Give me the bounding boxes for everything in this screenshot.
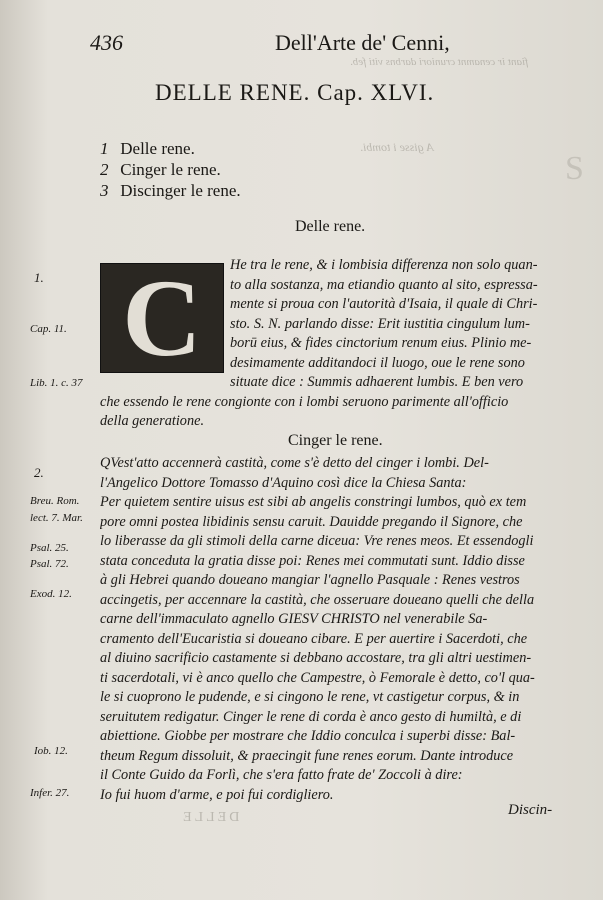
contents-item: 1 Delle rene. <box>100 139 195 158</box>
margin-note: Lib. 1. c. 37 <box>30 377 83 389</box>
text-line: lo liberasse da gli stimoli della carne diceua: Vre renes meos. Et essendogli <box>100 533 534 549</box>
text-line: He tra le rene, & i lombisia differenza non solo quan- <box>230 257 538 273</box>
margin-note: Psal. 25. <box>30 542 69 554</box>
margin-note: Iob. 12. <box>34 745 68 757</box>
running-title: Dell'Arte de' Cenni, <box>275 30 450 55</box>
margin-note: 2. <box>34 465 44 480</box>
section-heading: Delle rene. <box>295 218 366 235</box>
text-line: à gli Hebrei quando doueano mangiar l'agnello Pasquale : Renes vestros <box>100 572 520 588</box>
section-text <box>230 256 583 373</box>
text-line: che essendo le rene congionte con i lombi seruono parimente all'officio <box>100 393 509 410</box>
show-through-text: DELLE <box>180 810 240 825</box>
page-header <box>90 30 573 58</box>
text-line: seruitutem redigatur. Cinger le rene di corda è anco gesto di humiltà, e di <box>100 708 522 725</box>
text-line: l'Angelico Dottore Tomasso d'Aquino così dice la Chiesa Santa: <box>100 474 467 491</box>
show-through-text: A gisse i tombi. <box>360 140 434 154</box>
text-line: to alla sostanza, ma etiandio quanto al sito, espressa- <box>230 276 538 293</box>
text-line: al diuino sacrificio castamente si debbano accostare, tra gli altri uestimen- <box>100 650 532 666</box>
text-line: il Conte Guido da Forlì, che s'era fatto frate de' Zoccoli à dire: <box>100 767 463 783</box>
text-line: pore omni postea libidinis sensu caruit. Dauidde pregando il Signore, che <box>100 513 523 530</box>
section-heading: Cinger le rene. <box>288 432 383 449</box>
text-line: le si cuoprono le pudende, e si cingono le rene, vt castigetur corpus, & in <box>100 689 520 705</box>
catchword: Discin- <box>508 802 553 818</box>
margin-note: lect. 7. Mar. <box>30 512 83 524</box>
section-text <box>100 373 583 432</box>
text-line: Io fui huom d'arme, e poi fui cordigliero. <box>100 786 334 803</box>
chapter-contents <box>100 138 241 201</box>
show-through-text: fiant ir cenamnt cruniori darbns viti feb. <box>350 56 529 68</box>
text-line: situate dice : Summis adhaerent lumbis. E ben vero <box>230 374 524 390</box>
text-line: ti sacerdotali, vi è anco quello che Campestre, ò Femorale è detto, co'l qua- <box>100 669 535 686</box>
text-line: theum Regum dissoluit, & praecingit fune renes eorum. Dante introduce <box>100 747 514 764</box>
contents-item: 2 Cinger le rene. <box>100 160 221 179</box>
text-line: abiettione. Giobbe per mostrare che Iddio conculca i superbi disse: Bal- <box>100 728 516 744</box>
margin-note: Exod. 12. <box>30 588 72 600</box>
text-line: stata conceduta la gratia disse poi: Renes mei commutati sunt. Iddio disse <box>100 552 525 569</box>
margin-note: Infer. 27. <box>30 787 70 799</box>
show-through-letter: S <box>565 150 584 187</box>
text-line: della generatione. <box>100 413 205 429</box>
page-number: 436 <box>90 30 123 55</box>
text-line: mente si proua con l'autorità d'Isaia, il quale di Chri- <box>230 296 538 312</box>
chapter-title: DELLE RENE. Cap. XLVI. <box>155 80 435 105</box>
text-line: Per quietem sentire uisus est sibi ab angelis constringi lumbos, quò ex tem <box>100 494 527 510</box>
text-line: QVest'atto accennerà castità, come s'è detto del cinger i lombi. Del- <box>100 455 489 471</box>
text-line: cramento dell'Eucaristia si doueano cibare. E per auertire i Sacerdoti, che <box>100 630 528 647</box>
text-line: sto. S. N. parlando disse: Erit iustitia cingulum lum- <box>230 315 530 332</box>
ornamental-initial: C <box>100 263 224 373</box>
text-line: carne dell'immaculato agnello GIESV CHRISTO nel venerabile Sa- <box>100 611 488 627</box>
text-line: borū eius, & fides cinctorium renum eius. Plinio me- <box>230 335 532 351</box>
section-text <box>100 454 583 805</box>
text-line: accingetis, per accennare la castità, che osseruare doueano quelli che della <box>100 591 535 608</box>
contents-item: 3 Discinger le rene. <box>100 181 241 200</box>
margin-note: Breu. Rom. <box>30 495 80 507</box>
text-line: desimamente additandoci il luogo, oue le rene sono <box>230 354 525 371</box>
margin-note: 1. <box>34 270 44 285</box>
margin-note: Psal. 72. <box>30 558 69 570</box>
margin-note: Cap. 11. <box>30 323 67 335</box>
